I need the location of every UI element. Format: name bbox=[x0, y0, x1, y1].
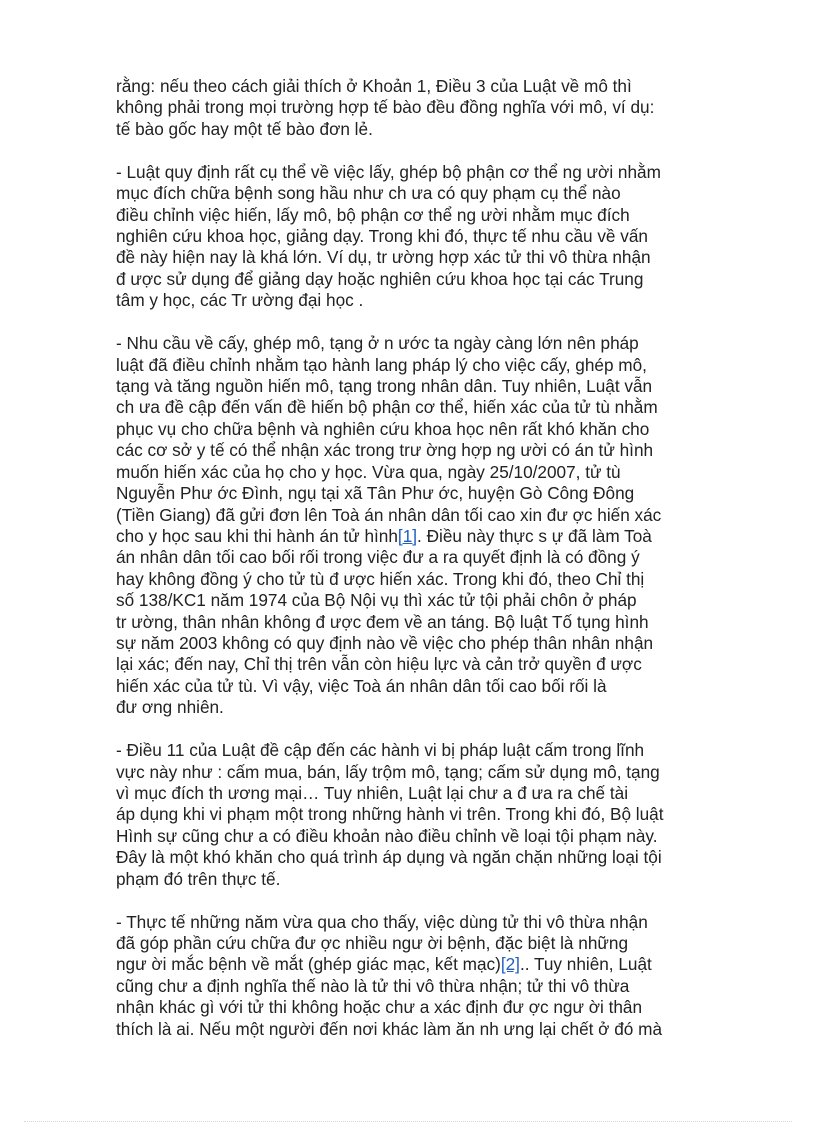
text-line: - Thực tế những năm vừa qua cho thấy, việc dùng tử thi vô thừa nhận bbox=[116, 911, 648, 932]
text-line: - Nhu cầu về cấy, ghép mô, tạng ở n ước ta ngày càng lớn nên pháp bbox=[116, 333, 639, 354]
text-line: hay không đồng ý cho tử tù đ ược hiến xác. Trong khi đó, theo Chỉ thị bbox=[116, 568, 645, 589]
body-paragraph bbox=[116, 740, 741, 890]
text-line: ch ưa đề cập đến vấn đề hiến bộ phận cơ thể, hiến xác của tử tù nhằm bbox=[116, 397, 658, 418]
text-line: thích là ai. Nếu một người đến nơi khác làm ăn nh ưng lại chết ở đó mà bbox=[116, 1018, 662, 1039]
page-bottom-divider bbox=[24, 1121, 792, 1122]
text-line: sự năm 2003 không có quy định nào về việc cho phép thân nhân nhận bbox=[116, 632, 654, 653]
text-line: không phải trong mọi trường hợp tế bào đều đồng nghĩa với mô, ví dụ: bbox=[116, 97, 655, 118]
text-line: lại xác; đến nay, Chỉ thị trên vẫn còn hiệu lực và cản trở quyền đ ược bbox=[116, 654, 642, 675]
footnote-link[interactable]: [2] bbox=[500, 954, 520, 975]
text-segment: cho y học sau khi thi hành án tử hình bbox=[116, 525, 398, 546]
text-line: phục vụ cho chữa bệnh và nghiên cứu khoa học nên rất khó khăn cho bbox=[116, 418, 650, 439]
text-segment: ngư ời mắc bệnh về mắt (ghép giác mạc, kết mạc) bbox=[116, 954, 501, 975]
text-line: muốn hiến xác của họ cho y học. Vừa qua, ngày 25/10/2007, tử tù bbox=[116, 461, 621, 482]
text-line bbox=[116, 526, 741, 547]
text-line: Nguyễn Phư ớc Đình, ngụ tại xã Tân Phư ớc, huyện Gò Công Đông bbox=[116, 483, 635, 504]
text-line: đư ơng nhiên. bbox=[116, 697, 224, 718]
text-line: luật đã điều chỉnh nhằm tạo hành lang pháp lý cho việc cấy, ghép mô, bbox=[116, 354, 647, 375]
text-line: tâm y học, các Tr ường đại học . bbox=[116, 290, 364, 311]
text-line: Hình sự cũng chư a có điều khoản nào điều chỉnh về loại tội phạm này. bbox=[116, 825, 658, 846]
text-line: cũng chư a định nghĩa thế nào là tử thi vô thừa nhận; tử thi vô thừa bbox=[116, 975, 630, 996]
text-line: mục đích chữa bệnh song hầu như ch ưa có quy phạm cụ thể nào bbox=[116, 183, 621, 204]
text-line: tạng và tăng nguồn hiến mô, tạng trong nhân dân. Tuy nhiên, Luật vẫn bbox=[116, 376, 653, 397]
text-line: điều chỉnh việc hiến, lấy mô, bộ phận cơ thể ng ười nhằm mục đích bbox=[116, 204, 630, 225]
document-body bbox=[116, 76, 741, 1062]
body-paragraph bbox=[116, 162, 741, 312]
text-line bbox=[116, 954, 741, 975]
text-line: phạm đó trên thực tế. bbox=[116, 868, 281, 889]
text-line: án nhân dân tối cao bối rối trong việc đư a ra quyết định là có đồng ý bbox=[116, 547, 640, 568]
text-line: - Luật quy định rất cụ thể về việc lấy, ghép bộ phận cơ thể ng ười nhằm bbox=[116, 161, 661, 182]
text-line: - Điều 11 của Luật đề cập đến các hành vi bị pháp luật cấm trong lĩnh bbox=[116, 740, 645, 761]
text-line: các cơ sở y tế có thể nhận xác trong trư ờng hợp ng ười có án tử hình bbox=[116, 440, 654, 461]
text-line: rằng: nếu theo cách giải thích ở Khoản 1, Điều 3 của Luật về mô thì bbox=[116, 76, 632, 96]
text-line: hiến xác của tử tù. Vì vậy, việc Toà án nhân dân tối cao bối rối là bbox=[116, 675, 607, 696]
text-line: đề này hiện nay là khá lớn. Ví dụ, tr ường hợp xác tử thi vô thừa nhận bbox=[116, 247, 651, 268]
text-line: đã góp phần cứu chữa đư ợc nhiều ngư ời bệnh, đặc biệt là những bbox=[116, 933, 629, 953]
text-line: vực này như : cấm mua, bán, lấy trộm mô, tạng; cấm sử dụng mô, tạng bbox=[116, 761, 660, 782]
text-line: đ ược sử dụng để giảng dạy hoặc nghiên cứu khoa học tại các Trung bbox=[116, 268, 644, 289]
footnote-link[interactable]: [1] bbox=[397, 525, 418, 546]
text-segment: . Điều này thực s ự đã làm Toà bbox=[417, 525, 652, 546]
text-line: nhận khác gì với tử thi không hoặc chư a xác định đư ợc ngư ời thân bbox=[116, 997, 643, 1018]
text-line: vì mục đích th ương mại… Tuy nhiên, Luật lại chư a đ ưa ra chế tài bbox=[116, 782, 629, 803]
body-paragraph bbox=[116, 912, 741, 1040]
text-line: tr ường, thân nhân không đ ược đem về an táng. Bộ luật Tố tụng hình bbox=[116, 611, 649, 632]
text-line: áp dụng khi vi phạm một trong những hành vi trên. Trong khi đó, Bộ luật bbox=[116, 804, 664, 825]
body-paragraph bbox=[116, 333, 741, 718]
text-line: Đây là một khó khăn cho quá trình áp dụng và ngăn chặn những loại tội bbox=[116, 847, 662, 868]
text-segment: .. Tuy nhiên, Luật bbox=[519, 954, 652, 975]
text-line: (Tiền Giang) đã gửi đơn lên Toà án nhân dân tối cao xin đư ợc hiến xác bbox=[116, 504, 662, 525]
text-line: nghiên cứu khoa học, giảng dạy. Trong khi đó, thực tế nhu cầu về vấn bbox=[116, 226, 648, 247]
text-line: tế bào gốc hay một tế bào đơn lẻ. bbox=[116, 118, 373, 139]
text-line: số 138/KC1 năm 1974 của Bộ Nội vụ thì xác tử tội phải chôn ở pháp bbox=[116, 590, 637, 611]
body-paragraph bbox=[116, 76, 741, 140]
